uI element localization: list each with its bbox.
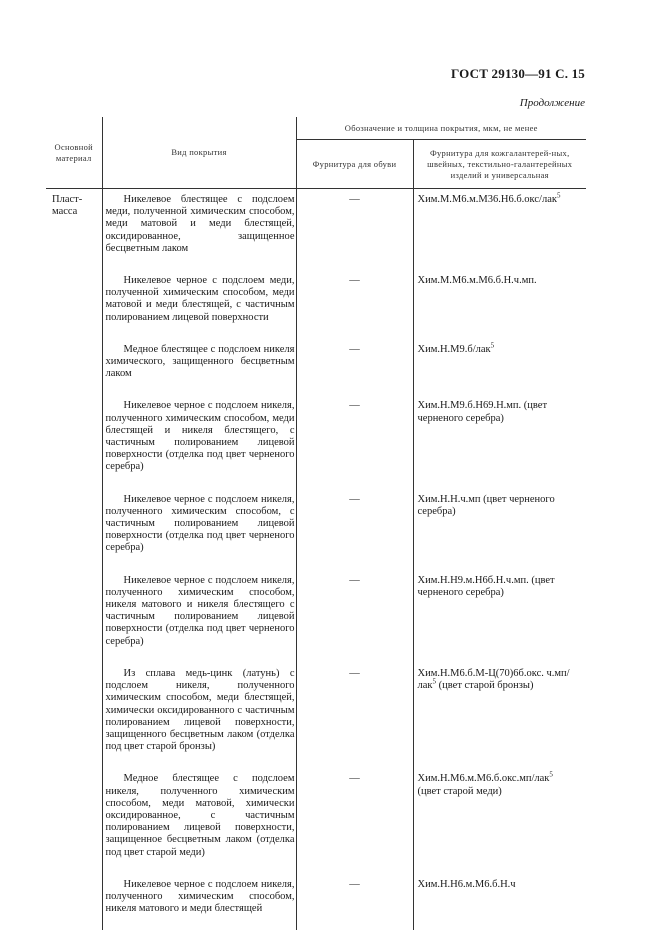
header-haberdashery-fittings: Фурнитура для кожгалантерей-ных, швейных, текстильно-галантерейных изделий и универсальная (413, 140, 586, 189)
table-row (46, 270, 586, 324)
shoe-cell: — (296, 489, 413, 555)
footnote-ref: 5 (556, 191, 561, 200)
footnote-ref: 5 (432, 677, 437, 686)
table-row (46, 489, 586, 555)
coating-desc: Медное блестящее с подслоем никеля химического, защищенного бесцветным лаком (105, 343, 295, 380)
shoe-cell: — (296, 270, 413, 324)
shoe-cell: — (296, 874, 413, 916)
footnote-ref: 5 (549, 770, 553, 779)
coating-desc-cell (102, 339, 296, 381)
coating-desc-cell (102, 874, 296, 916)
shoe-cell: — (296, 768, 413, 858)
coating-desc: Из сплава медь-цинк (латунь) с подслоем никеля, полученного химическим способом, меди блестящей, химически оксидированного с частичным полированием лицевой поверхности, защищенного бесцветным лаком (отделка под цвет старой бронзы) (105, 667, 295, 753)
table-row (46, 874, 586, 916)
designation-cell (413, 489, 586, 555)
continued-label: Продолжение (519, 97, 585, 109)
designation-cell (413, 270, 586, 324)
coating-desc: Никелевое черное с подслоем никеля, полученного химическим способом, никеля матового и никеля блестящего с частичным полированием лицевой поверхности (отделка под цвет черненого серебра) (105, 574, 295, 647)
table-row (46, 768, 586, 858)
designation-code: Хим.М.М6.м.М6.б.Н.ч.мп. (417, 275, 537, 287)
designation-cell (413, 395, 586, 473)
coating-desc-cell (102, 270, 296, 324)
header-shoe-fittings: Фурнитура для обуви (296, 140, 413, 189)
designation-cell (413, 570, 586, 648)
coating-desc-cell (102, 663, 296, 753)
designation-code: Хим.Н.Н6.м.М6.б.Н.ч (417, 878, 516, 890)
table-row (46, 189, 586, 256)
shoe-cell: — (296, 395, 413, 473)
coating-desc: Никелевое черное с подслоем никеля, полученного химическим способом, никеля матового и меди блестящей (105, 878, 295, 915)
designation-cell (413, 663, 586, 753)
designation-cell (413, 189, 586, 256)
material-cell (46, 189, 102, 256)
table-row (46, 395, 586, 473)
coatings-table (46, 117, 586, 930)
coating-desc-cell (102, 570, 296, 648)
shoe-cell: — (296, 189, 413, 256)
coating-desc: Медное блестящее с подслоем никеля, полученного химическим способом, меди матовой, химически оксидированное, с частичным полированием лицевой поверхности, защищенное бесцветным лаком (отделка под цвет старой меди) (105, 773, 295, 858)
coating-desc: Никелевое черное с подслоем никеля, полученного химическим способом, с частичным полированием лицевой поверхности (отделка под цвет черненого серебра) (105, 493, 295, 554)
designation-cell (413, 768, 586, 858)
designation-code: Хим.Н.М6.б.М-Ц(70)6б.окс. ч.мп/лак (417, 667, 570, 692)
coating-desc-cell (102, 189, 296, 256)
designation-cell (413, 339, 586, 381)
designation-code: Хим.Н.М6.м.М6.б.окс.мп/лак (417, 773, 550, 785)
designation-code: Хим.Н.Н9.м.Н6б.Н.ч.мп. (цвет черненого серебра) (417, 574, 555, 598)
coating-desc: Никелевое черное с подслоем никеля, полученного химическим способом, меди блестящей и никеля блестящего, с частичным полированием лицевой поверхности (отделка под цвет черненого серебра) (105, 400, 295, 473)
page-header-title: ГОСТ 29130—91 С. 15 (451, 66, 585, 81)
designation-suffix: (цвет старой меди) (417, 785, 502, 797)
header-designation: Обозначение и толщина покрытия, мкм, не менее (296, 117, 586, 140)
table-row (46, 570, 586, 648)
designation-code: Хим.Н.М9.б.Н69.Н.мп. (цвет черненого серебра) (417, 400, 548, 424)
shoe-cell: — (296, 570, 413, 648)
coating-desc: Никелевое блестящее с подслоем меди, полученной химическим способом, меди матовой и меди блестящей, оксидированное, защищенное бесцветным лаком (105, 194, 295, 254)
header-material: Основной материал (46, 117, 102, 189)
header-coating-type: Вид покрытия (102, 117, 296, 189)
coating-desc: Никелевое черное с подслоем меди, полученной химическим способом, меди матовой и меди блестящей, с частичным полированием лицевой поверхности (105, 275, 295, 323)
table-row (46, 339, 586, 381)
shoe-cell: — (296, 339, 413, 381)
designation-suffix: (цвет старой бронзы) (436, 680, 534, 692)
footnote-ref: 5 (490, 341, 495, 350)
table-row (46, 663, 586, 753)
coating-desc-cell (102, 489, 296, 555)
coating-desc-cell (102, 768, 296, 858)
designation-code: Хим.Н.Н.ч.мп (цвет черненого серебра) (417, 493, 555, 517)
material-label: Пласт-масса (52, 194, 83, 218)
table-body (46, 189, 586, 931)
shoe-cell: — (296, 663, 413, 753)
designation-cell (413, 874, 586, 916)
designation-code: Хим.Н.М9.б/лак (417, 343, 491, 355)
coating-desc-cell (102, 395, 296, 473)
designation-code: Хим.М.М6.м.М36.Н6.б.окс/лак (417, 194, 557, 205)
